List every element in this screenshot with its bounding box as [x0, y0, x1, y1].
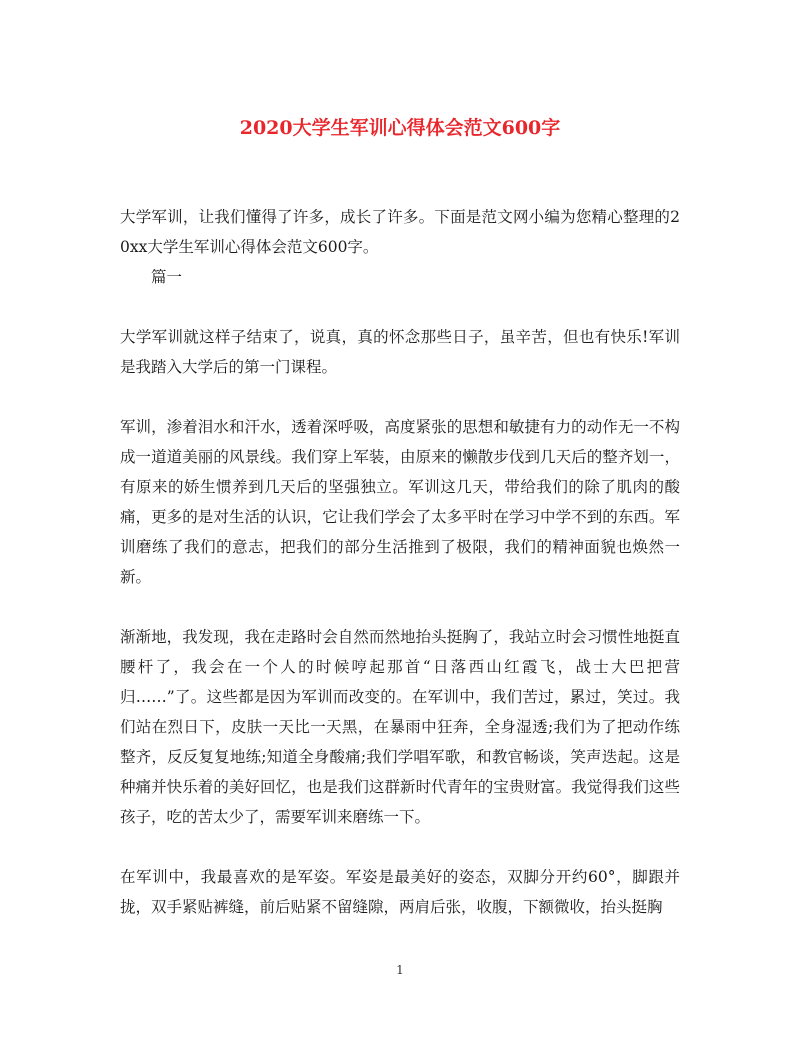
paragraph-gap	[120, 592, 680, 622]
document-title: 2020大学生军训心得体会范文600字	[239, 117, 561, 139]
paragraph: 军训，渗着泪水和汗水，透着深呼吸，高度紧张的思想和敏捷有力的动作无一不构成一道道美丽的风景线。我们穿上军装，由原来的懒散步伐到几天后的整齐划一，有原来的娇生惯养到几天后的坚强独立。军训这几天，带给我们的除了肌肉的酸痛，更多的是对生活的认识，它让我们学会了太多平时在学习中学不到的东西。军训磨练了我们的意志，把我们的部分生活推到了极限，我们的精神面貌也焕然一新。	[120, 418, 680, 586]
paragraph-gap	[120, 832, 680, 862]
paragraph: 大学军训就这样子结束了，说真，真的怀念那些日子，虽辛苦，但也有快乐!军训是我踏入大学后的第一门课程。	[120, 328, 680, 376]
paragraph: 渐渐地，我发现，我在走路时会自然而然地抬头挺胸了，我站立时会习惯性地挺直腰杆了，我会在一个人的时候哼起那首“日落西山红霞飞，战士大巴把营归……”了。这些都是因为军训而改变的。在军训中，我们苦过，累过，笑过。我们站在烈日下，皮肤一天比一天黑，在暴雨中狂奔，全身湿透;我们为了把动作练整齐，反反复复地练;知道全身酸痛;我们学唱军歌，和教官畅谈，笑声迭起。这是种痛并快乐着的美好回忆，也是我们这群新时代青年的宝贵财富。我觉得我们这些孩子，吃的苦太少了，需要军训来磨练一下。	[120, 628, 680, 826]
section-heading: 篇一	[151, 268, 183, 286]
paragraph-intro: 大学军训，让我们懂得了许多，成长了许多。下面是范文网小编为您精心整理的20xx大学生军训心得体会范文600字。	[120, 208, 680, 256]
paragraph-gap	[120, 292, 680, 322]
paragraph: 在军训中，我最喜欢的是军姿。军姿是最美好的姿态，双脚分开约60°，脚跟并拢，双手紧贴裤缝，前后贴紧不留缝隙，两肩后张，收腹，下额微收，抬头挺胸	[120, 868, 680, 916]
paragraph-gap	[120, 382, 680, 412]
document-body	[120, 202, 680, 922]
page-number: 1	[396, 963, 404, 977]
